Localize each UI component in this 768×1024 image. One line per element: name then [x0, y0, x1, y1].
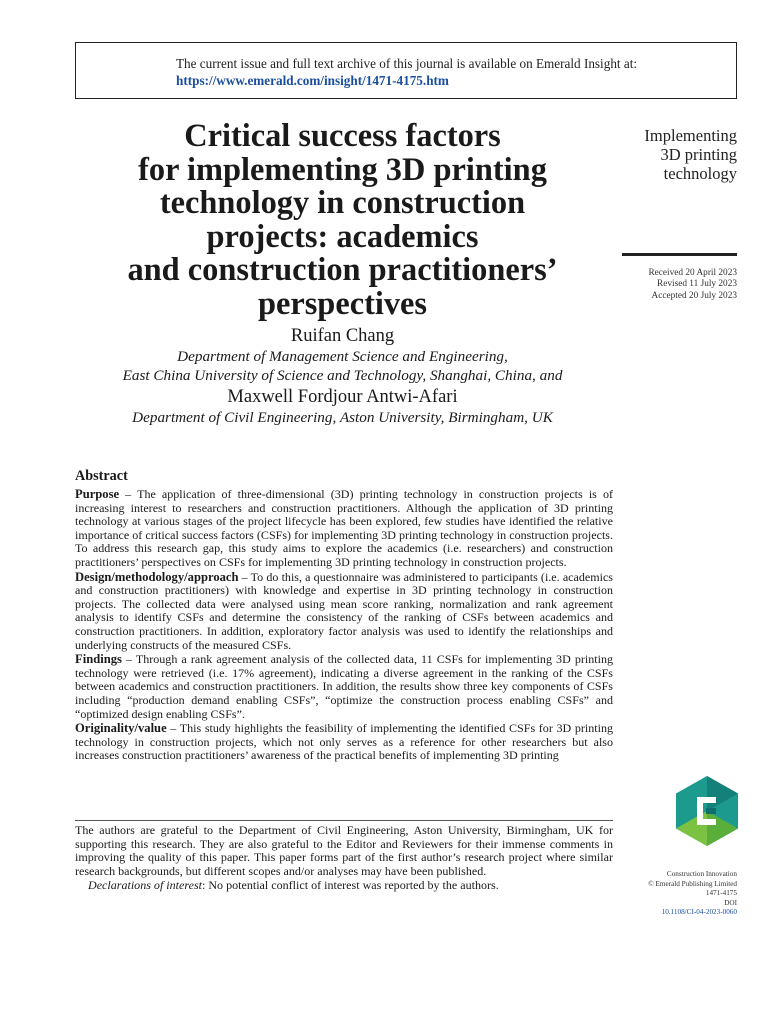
abstract-design [75, 571, 613, 653]
accepted-date: Accepted 20 July 2023 [651, 290, 737, 301]
revised-date: Revised 11 July 2023 [657, 279, 737, 290]
issn: 1471-4175 [705, 889, 737, 897]
publisher: © Emerald Publishing Limited [648, 879, 737, 888]
author-affiliation [75, 347, 610, 385]
section-label: Originality/value [75, 721, 167, 736]
declarations-of-interest [75, 879, 613, 893]
title-line: projects: academics [206, 218, 479, 255]
declaration-label: Declarations of interest [88, 877, 202, 892]
journal-archive-link[interactable]: https://www.emerald.com/insight/1471-4175.htm [176, 73, 449, 88]
footnote-divider [75, 820, 613, 821]
title-line: and construction practitioners’ [127, 252, 558, 289]
doi-label: DOI [724, 898, 737, 907]
section-text: – To do this, a questionnaire was administered to participants (i.e. academics and construction practitioners) with knowledge and expertise in 3D printing technology in construction projects. The collected data were analysed using mean score ranking, normalization and rank agreement analysis to identify CSFs and determine the consistency of the ranking of CSFs between academics and construction practitioners. In addition, exploratory factor analysis was used to identify the relationships and underlying constructs of the measured CSFs. [75, 569, 613, 652]
affiliation-line: Department of Management Science and Engineering, [177, 348, 508, 365]
paper-title [75, 120, 610, 322]
title-line: technology in construction [159, 185, 526, 222]
running-head-line: Implementing [644, 126, 737, 145]
affiliation-line: East China University of Science and Technology, Shanghai, China, and [122, 367, 563, 384]
abstract-findings [75, 653, 613, 721]
received-date: Received 20 April 2023 [648, 268, 737, 278]
abstract-purpose [75, 488, 613, 570]
affiliation-line: Department of Civil Engineering, Aston University, Birmingham, UK [132, 409, 553, 426]
emerald-logo-icon [676, 776, 738, 846]
running-head-line: technology [663, 164, 737, 183]
acknowledgement-text: The authors are grateful to the Department of Civil Engineering, Aston University, Birmingham, UK for supporting this research. They are also grateful to the Editor and Reviewers for their immense comments in improving the quality of this paper. This paper forms part of the first author’s research project where similar research backgrounds, but different scopes and/or analyses may have been published. [75, 823, 613, 879]
section-text: – The application of three-dimensional (3D) printing technology in construction projects is of increasing interest to researchers and construction practitioners. Although the application of 3D printing technology at various stages of the project lifecycle has been explored, few studies have identified the relative importance of critical success factors (CSFs) for implementing 3D printing technology in construction projects. To address this research gap, this study aims to explore the academics (i.e. researchers) and construction practitioners’ perspectives on CSFs for implementing 3D printing technology in construction projects. [75, 488, 613, 569]
author-name: Maxwell Fordjour Antwi-Afari [227, 387, 458, 407]
author-affiliation [75, 408, 610, 427]
submission-dates [600, 268, 737, 302]
abstract-originality [75, 722, 613, 763]
archive-text: The current issue and full text archive of this journal is available on Emerald Insight at: [176, 56, 638, 71]
archive-notice [176, 55, 637, 89]
title-line: perspectives [257, 285, 428, 322]
doi-link[interactable]: 10.1108/CI-04-2023-0060 [661, 908, 737, 916]
section-label: Design/methodology/approach [75, 569, 239, 584]
archive-notice-box [75, 42, 737, 99]
section-label: Findings [75, 652, 122, 667]
journal-info [620, 870, 737, 918]
journal-name: Construction Innovation [666, 870, 737, 878]
section-text: – Through a rank agreement analysis of the collected data, 11 CSFs for implementing 3D printing technology were retrieved (i.e. 17% agreement), indicating a diverse agreement in the ranking of the CSFs between academics and construction practitioners. In addition, the results show three key components of CSFs including “production demand enabling CSFs”, “optimize the construction process enabling CSFs” and “optimized design enabling CSFs”. [75, 652, 613, 721]
title-line: for implementing 3D printing [138, 151, 547, 188]
running-head [600, 126, 737, 183]
section-label: Purpose [75, 488, 120, 501]
author-name: Ruifan Chang [290, 326, 395, 346]
doi-line [620, 899, 737, 918]
running-head-divider [622, 253, 737, 256]
abstract-body [75, 488, 613, 784]
running-head-line: 3D printing [660, 145, 737, 164]
acknowledgement-footnote [75, 824, 613, 893]
declaration-text: : No potential conflict of interest was reported by the authors. [202, 877, 499, 892]
title-line: Critical success factors [184, 118, 501, 154]
abstract-heading: Abstract [75, 468, 128, 484]
section-text: – This study highlights the feasibility of implementing the identified CSFs for 3D printing technology in construction projects, which not only serves as a reference for other researchers but also increases construction practitioners’ awareness of the practical benefits of implementing 3D printing [75, 721, 613, 763]
